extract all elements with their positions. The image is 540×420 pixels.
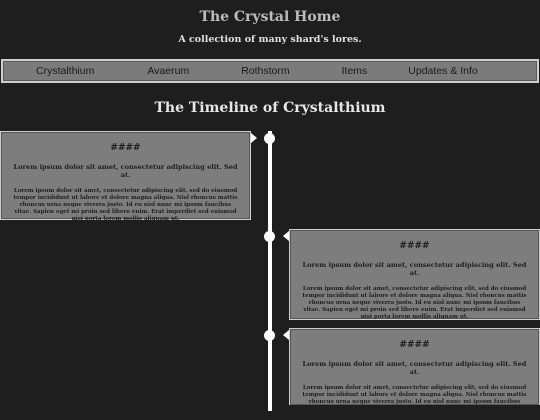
card-lead: Lorem ipsum dolor sit amet, consectetur adipiscing elit. Sed at. xyxy=(302,261,527,277)
nav-item-updates-info[interactable]: Updates & Info xyxy=(408,65,478,77)
card-heading: #### xyxy=(399,340,430,350)
timeline-title: The Timeline of Crystalthium xyxy=(154,100,386,116)
nav-item-avaerum[interactable]: Avaerum xyxy=(147,65,190,77)
card-heading: #### xyxy=(110,143,141,153)
timeline-axis xyxy=(268,131,272,411)
timeline-card xyxy=(289,229,540,320)
nav-item-crystalthium[interactable]: Crystalthium xyxy=(36,65,95,77)
card-body: Lorem ipsum dolor sit amet, consectetur adipiscing elit, sed do eiusmod tempor incididunt ut labore et dolore magna aliqua. Nisl rhoncus mattis rhoncus urna neque viverra justo. Id eu nisl nunc mi ipsum faucibus vitae. Sapien eget mi proin sed libero enim. Erat imperdiet sed euismod nisi porta lorem mollis aliquam ut. xyxy=(13,188,238,222)
card-body: Lorem ipsum dolor sit amet, consectetur adipiscing elit, sed do eiusmod tempor incididunt ut labore et dolore magna aliqua. Nisl rhoncus mattis rhoncus urna neque viverra justo. Id eu nisl nunc mi ipsum faucibus vitae. Sapien eget mi proin sed libero enim. Erat imperdiet sed euismod nisi porta lorem mollis aliquam ut. xyxy=(302,385,527,419)
card-body: Lorem ipsum dolor sit amet, consectetur adipiscing elit, sed do eiusmod tempor incididunt ut labore et dolore magna aliqua. Nisl rhoncus mattis rhoncus urna neque viverra justo. Id eu nisl nunc mi ipsum faucibus vitae. Sapien eget mi proin sed libero enim. Erat imperdiet sed euismod nisi porta lorem mollis aliquam ut. xyxy=(302,286,527,320)
site-subtitle: A collection of many shard's lores. xyxy=(178,34,362,45)
card-lead: Lorem ipsum dolor sit amet, consectetur adipiscing elit. Sed at. xyxy=(13,163,238,179)
main-nav xyxy=(1,59,539,83)
timeline-dot xyxy=(264,133,275,144)
card-lead: Lorem ipsum dolor sit amet, consectetur adipiscing elit. Sed at. xyxy=(302,360,527,376)
timeline-dot xyxy=(264,231,275,242)
site-title: The Crystal Home xyxy=(199,9,341,25)
nav-item-rothstorm[interactable]: Rothstorm xyxy=(241,65,290,77)
timeline-card xyxy=(0,131,251,220)
nav-item-items[interactable]: Items xyxy=(341,65,368,77)
timeline-dot xyxy=(264,330,275,341)
timeline-card xyxy=(289,328,540,419)
card-heading: #### xyxy=(399,241,430,251)
timeline-pointer xyxy=(251,133,257,143)
